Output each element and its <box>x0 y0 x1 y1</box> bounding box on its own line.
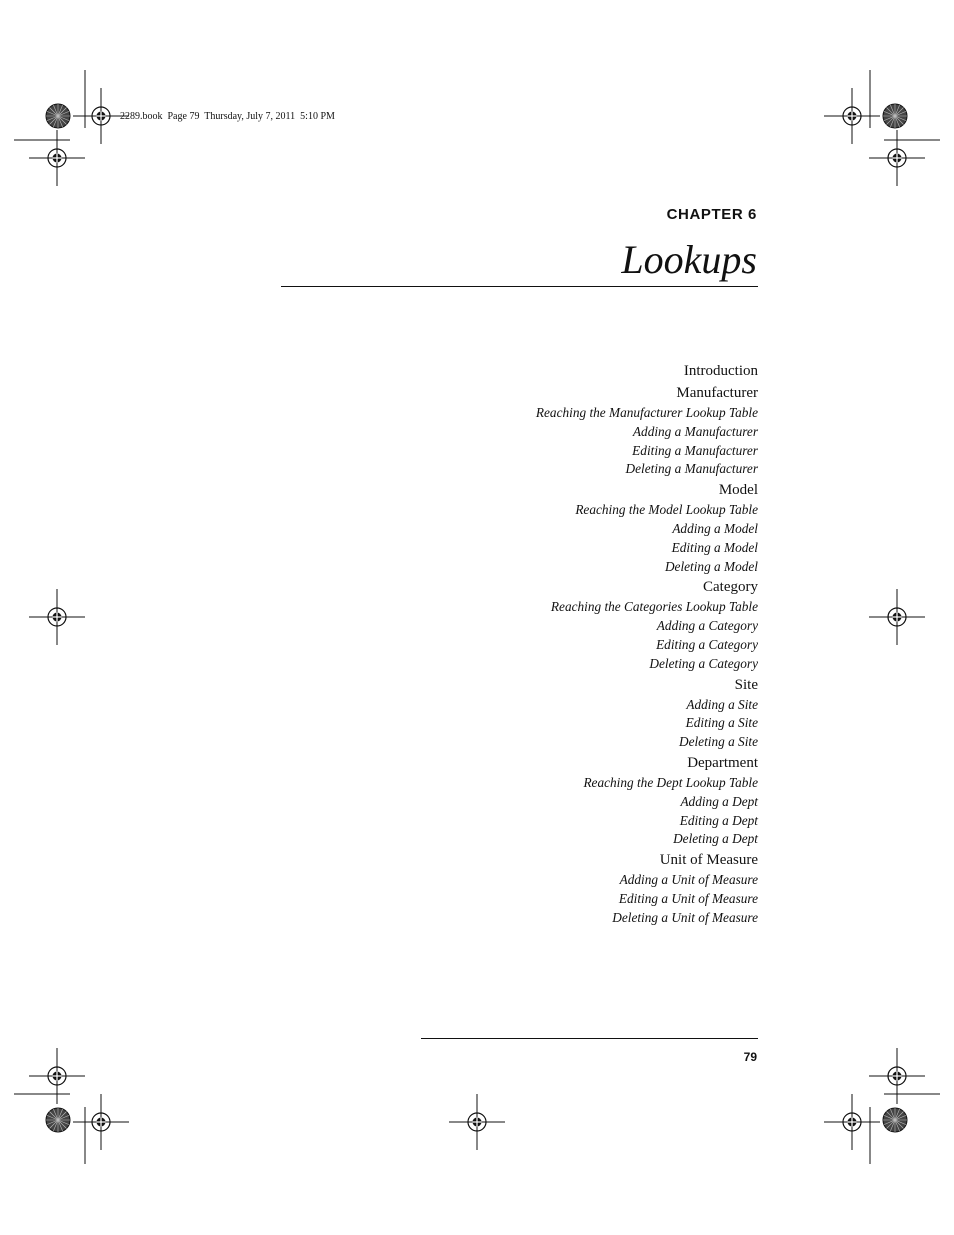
registration-starburst-top-right <box>883 104 907 128</box>
toc-subsection-entry: Adding a Manufacturer <box>632 423 758 439</box>
chapter-title: Lookups <box>621 237 757 282</box>
registration-target-bottom-left-upper <box>29 1048 85 1104</box>
registration-target-bottom-center <box>449 1094 505 1150</box>
toc-section-heading: Category <box>703 579 758 596</box>
toc-section-heading: Model <box>718 482 758 499</box>
chapter-label: CHAPTER 6 <box>666 206 757 223</box>
footer-rule <box>421 1038 758 1039</box>
toc-section-heading: Department <box>687 754 758 771</box>
toc-subsection-entry: Editing a Model <box>671 539 758 555</box>
toc-subsection-entry: Reaching the Model Lookup Table <box>575 502 758 518</box>
registration-starburst-top-left <box>46 104 70 128</box>
registration-target-top-left-lower <box>29 130 85 186</box>
toc-subsection-entry: Editing a Manufacturer <box>632 442 758 458</box>
toc-subsection-entry: Editing a Unit of Measure <box>618 890 758 906</box>
toc-section-heading: Manufacturer <box>676 385 758 401</box>
toc-subsection-entry: Editing a Site <box>685 715 758 731</box>
registration-target-mid-right <box>869 589 925 645</box>
toc-subsection-entry: Editing a Category <box>656 636 758 652</box>
toc-subsection-entry: Editing a Dept <box>679 812 758 828</box>
toc-subsection-entry: Deleting a Category <box>649 655 758 671</box>
toc-subsection-entry: Adding a Model <box>672 520 758 536</box>
registration-starburst-bottom-right <box>883 1108 907 1132</box>
toc-subsection-entry: Adding a Site <box>686 696 758 712</box>
toc-subsection-entry: Adding a Category <box>656 618 758 634</box>
toc-subsection-entry: Reaching the Dept Lookup Table <box>583 774 758 790</box>
registration-target-mid-left <box>29 589 85 645</box>
toc-subsection-entry: Reaching the Categories Lookup Table <box>550 599 758 615</box>
toc-section-heading: Unit of Measure <box>659 852 758 869</box>
page-number: 79 <box>743 1050 757 1064</box>
registration-target-top-right <box>824 88 880 144</box>
registration-target-bottom-right <box>824 1094 880 1150</box>
toc-subsection-entry: Deleting a Model <box>664 558 758 574</box>
registration-target-bottom-right-upper <box>869 1048 925 1104</box>
title-rule <box>281 286 758 287</box>
toc-subsection-entry: Deleting a Site <box>678 734 758 750</box>
toc-section-heading: Introduction <box>683 363 758 379</box>
toc-subsection-entry: Adding a Dept <box>680 793 758 809</box>
print-slug: 2289.book Page 79 Thursday, July 7, 2011 5:10 PM <box>120 111 335 122</box>
toc-section-heading: Site <box>734 676 758 693</box>
toc-subsection-entry: Adding a Unit of Measure <box>619 872 758 888</box>
toc-subsection-entry: Deleting a Manufacturer <box>625 461 758 477</box>
toc-subsection-entry: Reaching the Manufacturer Lookup Table <box>535 405 758 420</box>
toc-subsection-entry: Deleting a Unit of Measure <box>612 909 758 925</box>
registration-target-top-right-lower <box>869 130 925 186</box>
registration-target-bottom-left <box>73 1094 129 1150</box>
chapter-contents-list <box>338 360 758 928</box>
toc-subsection-entry: Deleting a Dept <box>673 831 758 847</box>
registration-starburst-bottom-left <box>46 1108 70 1132</box>
